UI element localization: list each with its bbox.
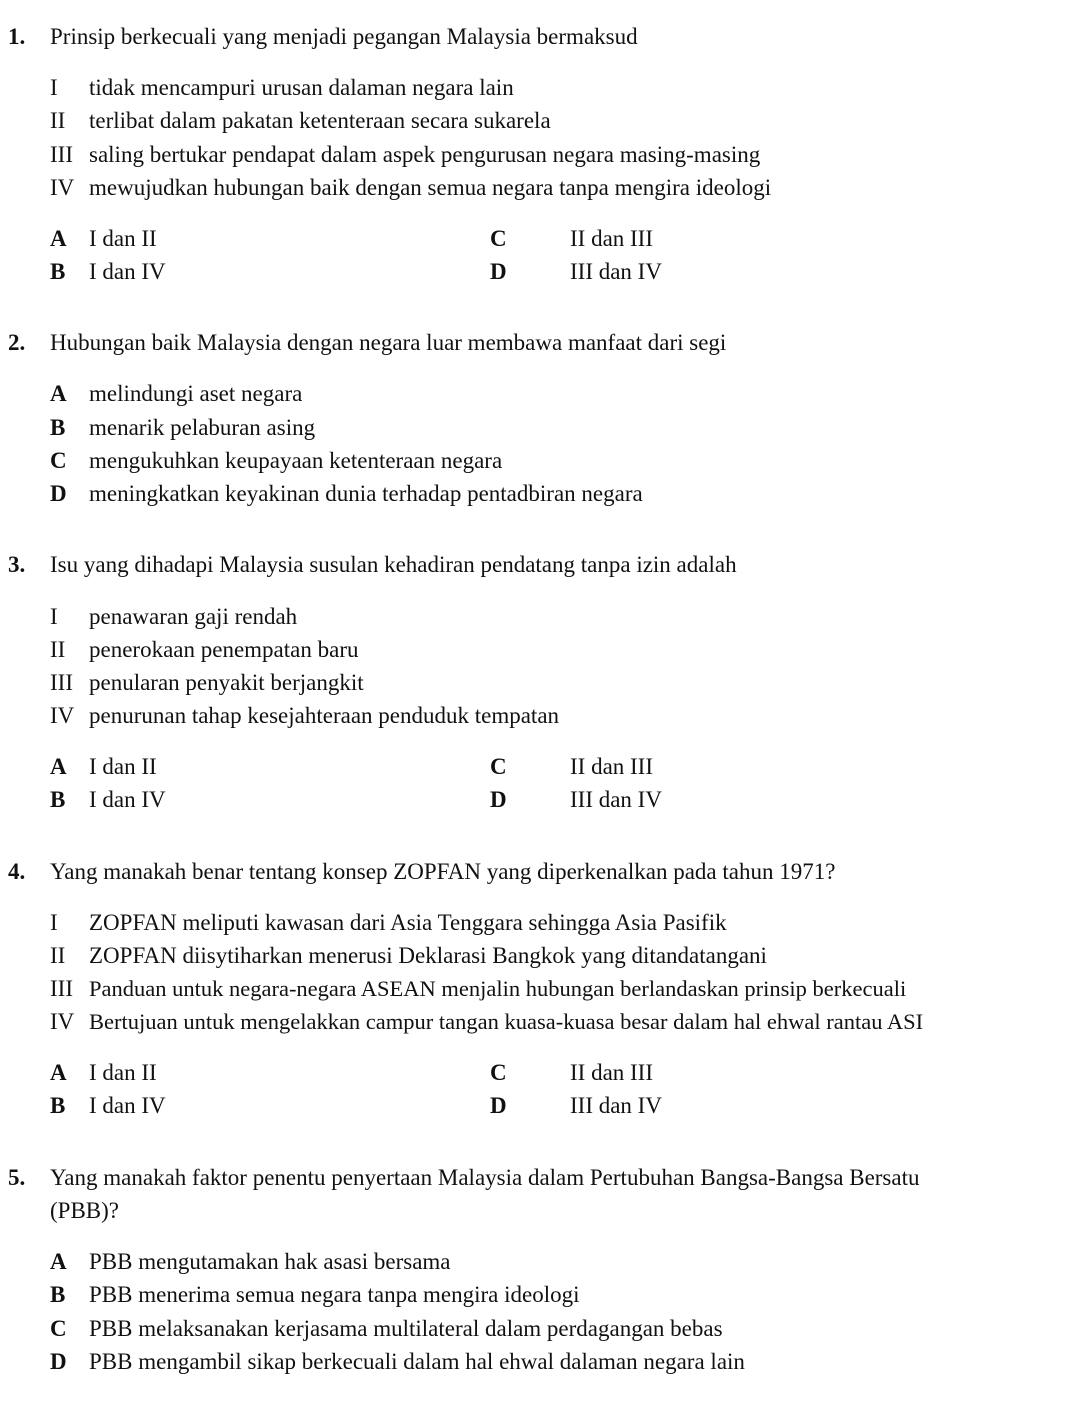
statement-roman: II	[50, 637, 66, 662]
option-letter[interactable]: D	[50, 481, 67, 506]
option-letter[interactable]: C	[490, 1060, 507, 1085]
option-text[interactable]: I dan II	[89, 754, 157, 779]
option-letter[interactable]: A	[50, 1249, 67, 1274]
statement-text: mewujudkan hubungan baik dengan semua negara tanpa mengira ideologi	[89, 175, 772, 200]
statement-text: penerokaan penempatan baru	[89, 637, 359, 662]
option-text[interactable]: II dan III	[570, 226, 654, 251]
statement-roman: IV	[50, 1009, 75, 1034]
statement-roman: IV	[50, 175, 75, 200]
option-letter[interactable]: C	[490, 754, 507, 779]
statement-text: Panduan untuk negara-negara ASEAN menjalin hubungan berlandaskan prinsip berkecuali	[89, 976, 907, 1001]
option-letter[interactable]: C	[50, 448, 67, 473]
statement-text: ZOPFAN diisytiharkan menerusi Deklarasi Bangkok yang ditandatangani	[89, 943, 767, 968]
option-text[interactable]: menarik pelaburan asing	[89, 415, 316, 440]
question-number: 1.	[8, 24, 26, 49]
option-letter[interactable]: B	[50, 1282, 66, 1307]
statement-roman: III	[50, 142, 73, 167]
statement-roman: III	[50, 670, 73, 695]
question-stem: Isu yang dihadapi Malaysia susulan kehadiran pendatang tanpa izin adalah	[50, 552, 737, 577]
option-text[interactable]: PBB mengambil sikap berkecuali dalam hal ehwal dalaman negara lain	[89, 1349, 745, 1374]
question-number: 4.	[8, 859, 26, 884]
option-letter[interactable]: D	[490, 259, 507, 284]
option-letter[interactable]: B	[50, 1093, 66, 1118]
option-letter[interactable]: C	[50, 1316, 67, 1341]
option-letter[interactable]: B	[50, 259, 66, 284]
option-text[interactable]: III dan IV	[570, 787, 662, 812]
option-text[interactable]: melindungi aset negara	[89, 381, 303, 406]
statement-roman: I	[50, 910, 58, 935]
question-stem-continued: (PBB)?	[50, 1198, 119, 1223]
option-text[interactable]: I dan IV	[89, 1093, 166, 1118]
option-text[interactable]: II dan III	[570, 1060, 654, 1085]
question-number: 5.	[8, 1165, 26, 1190]
statement-text: tidak mencampuri urusan dalaman negara lain	[89, 75, 514, 100]
option-letter[interactable]: D	[490, 1093, 507, 1118]
option-text[interactable]: mengukuhkan keupayaan ketenteraan negara	[89, 448, 503, 473]
statement-text: penawaran gaji rendah	[89, 604, 298, 629]
option-text[interactable]: I dan II	[89, 1060, 157, 1085]
question-stem: Hubungan baik Malaysia dengan negara luar membawa manfaat dari segi	[50, 330, 727, 355]
option-letter[interactable]: A	[50, 381, 67, 406]
option-letter[interactable]: D	[490, 787, 507, 812]
question-number: 3.	[8, 552, 26, 577]
statement-text: penurunan tahap kesejahteraan penduduk tempatan	[89, 703, 560, 728]
statement-text: penularan penyakit berjangkit	[89, 670, 364, 695]
option-text[interactable]: III dan IV	[570, 259, 662, 284]
option-text[interactable]: PBB mengutamakan hak asasi bersama	[89, 1249, 451, 1274]
question-stem: Yang manakah benar tentang konsep ZOPFAN yang diperkenalkan pada tahun 1971?	[50, 859, 836, 884]
statement-roman: I	[50, 75, 58, 100]
option-text[interactable]: II dan III	[570, 754, 654, 779]
statement-text: ZOPFAN meliputi kawasan dari Asia Tenggara sehingga Asia Pasifik	[89, 910, 727, 935]
statement-roman: II	[50, 943, 66, 968]
question-stem: Prinsip berkecuali yang menjadi pegangan Malaysia bermaksud	[50, 24, 638, 49]
option-letter[interactable]: B	[50, 787, 66, 812]
option-text[interactable]: I dan IV	[89, 259, 166, 284]
question-number: 2.	[8, 330, 26, 355]
option-letter[interactable]: A	[50, 226, 67, 251]
option-letter[interactable]: D	[50, 1349, 67, 1374]
statement-text: Bertujuan untuk mengelakkan campur tangan kuasa-kuasa besar dalam hal ehwal rantau ASI	[89, 1009, 924, 1034]
question-stem: Yang manakah faktor penentu penyertaan Malaysia dalam Pertubuhan Bangsa-Bangsa Bersatu	[50, 1165, 920, 1190]
statement-roman: IV	[50, 703, 75, 728]
option-text[interactable]: III dan IV	[570, 1093, 662, 1118]
statement-text: terlibat dalam pakatan ketenteraan secara sukarela	[89, 108, 551, 133]
option-text[interactable]: I dan IV	[89, 787, 166, 812]
option-letter[interactable]: A	[50, 754, 67, 779]
option-letter[interactable]: B	[50, 415, 66, 440]
statement-roman: II	[50, 108, 66, 133]
option-text[interactable]: I dan II	[89, 226, 157, 251]
option-text[interactable]: PBB melaksanakan kerjasama multilateral dalam perdagangan bebas	[89, 1316, 723, 1341]
statement-text: saling bertukar pendapat dalam aspek pengurusan negara masing-masing	[89, 142, 761, 167]
statement-roman: I	[50, 604, 58, 629]
option-text[interactable]: meningkatkan keyakinan dunia terhadap pentadbiran negara	[89, 481, 643, 506]
option-text[interactable]: PBB menerima semua negara tanpa mengira ideologi	[89, 1282, 580, 1307]
statement-roman: III	[50, 976, 73, 1001]
option-letter[interactable]: A	[50, 1060, 67, 1085]
option-letter[interactable]: C	[490, 226, 507, 251]
